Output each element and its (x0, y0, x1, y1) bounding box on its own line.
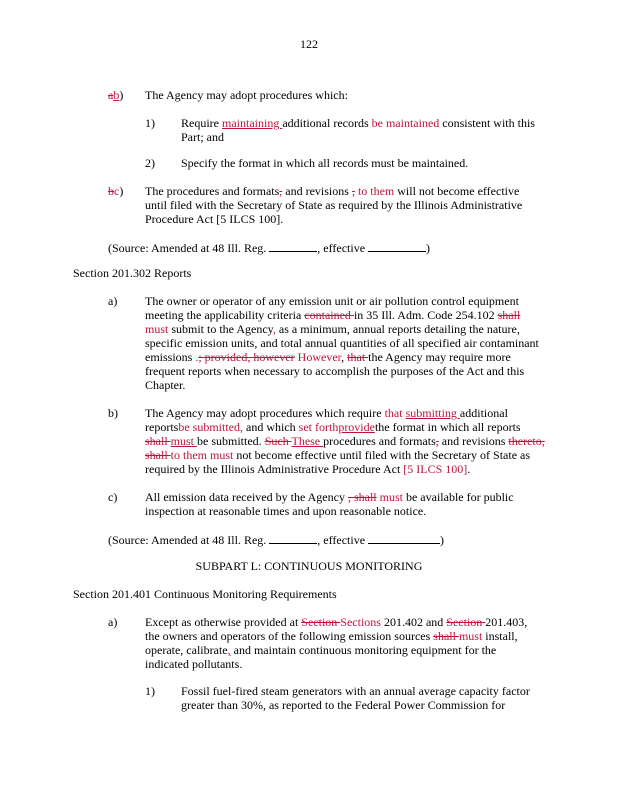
text: b) (108, 406, 118, 420)
deleted-text: , (279, 184, 283, 198)
text: consistent with this Part; and (181, 116, 535, 144)
item-label (145, 684, 155, 698)
blank-register (269, 533, 317, 544)
deleted-text: Such (264, 434, 292, 448)
text: in 35 Ill. Adm. Code 254.102 (353, 308, 498, 322)
item-label (145, 156, 155, 170)
item-text (181, 156, 545, 170)
deleted-text: , shall (347, 490, 377, 504)
section-heading-201-302: Section 201.302 Reports (73, 266, 192, 280)
deleted-text: , (435, 434, 439, 448)
source-middle: , effective (317, 533, 369, 547)
inserted-text: to them (354, 184, 395, 198)
item-text (145, 88, 545, 102)
item-label (108, 184, 123, 198)
inserted-text: maintaining (222, 116, 283, 130)
item-text (181, 116, 545, 144)
source-middle: , effective (317, 241, 369, 255)
text: will not become effective until filed with the Secretary of State as required by the Illinois Administrative Procedure Act [5 ILCS 100]. (145, 184, 523, 226)
text: and maintain continuous monitoring equipment for the indicated pollutants. (145, 643, 497, 671)
item-label (145, 116, 155, 130)
inserted-text: c (114, 184, 120, 198)
text: and revisions (282, 184, 352, 198)
text: . (467, 462, 471, 476)
text: The owner or operator of any emission unit or air pollution control equipment meeting the applicability criteria (145, 294, 519, 322)
inserted-text: must (376, 490, 403, 504)
inserted-text: be maintained (371, 116, 440, 130)
source-note (108, 533, 444, 547)
text: The procedures and formats (145, 184, 280, 198)
text: 1) (145, 684, 155, 698)
text: a) (108, 615, 118, 629)
inserted-text: . (195, 350, 199, 364)
text: 2) (145, 156, 155, 170)
inserted-text: [5 ILCS 100] (403, 462, 468, 476)
text: 201.402 and (380, 615, 447, 629)
source-prefix: (Source: Amended at 48 Ill. Reg. (108, 241, 270, 255)
item-label (108, 490, 117, 504)
inserted-text: set forth (298, 420, 339, 434)
inserted-text: must (145, 322, 169, 336)
inserted-text: submitting (405, 406, 460, 420)
text: install, operate, calibrate (145, 629, 518, 657)
inserted-text: , (227, 643, 231, 657)
source-suffix: ) (426, 241, 431, 255)
deleted-text: ; provided, however (198, 350, 295, 364)
deleted-text: thereto, shall (145, 434, 545, 462)
deleted-text: a (108, 88, 114, 102)
inserted-text: These (291, 434, 324, 448)
deleted-text: shall (433, 629, 459, 643)
item-text (145, 490, 530, 518)
blank-register (269, 241, 317, 252)
text: and which (243, 420, 299, 434)
text: 201.403, the owners and operators of the following emission sources (145, 615, 528, 643)
deleted-text: that (347, 350, 369, 364)
item-text (181, 684, 541, 712)
inserted-text: that (384, 406, 406, 420)
text: ) (119, 184, 124, 198)
text: All emission data received by the Agency (145, 490, 348, 504)
item-text (145, 615, 535, 671)
inserted-text: to them must (170, 448, 234, 462)
deleted-text: shall (145, 434, 171, 448)
text: Require (181, 116, 222, 130)
item-label (108, 88, 123, 102)
text: ) (119, 88, 124, 102)
deleted-text: contained (304, 308, 354, 322)
deleted-text: Section (301, 615, 341, 629)
text: The Agency may adopt procedures which require (145, 406, 385, 420)
item-text (145, 294, 543, 392)
inserted-text: However (294, 350, 342, 364)
text: 1) (145, 116, 155, 130)
text: additional records (282, 116, 372, 130)
text: , (341, 350, 348, 364)
text: Except as otherwise provided at (145, 615, 302, 629)
text: the format in which all reports (374, 420, 521, 434)
source-suffix: ) (440, 533, 445, 547)
source-note (108, 241, 430, 255)
subpart-heading: SUBPART L: CONTINUOUS MONITORING (195, 559, 423, 573)
text: the Agency may require more frequent reports when necessary to accomplish the purposes of the Act and this Chapter. (145, 350, 525, 392)
blank-effective (368, 533, 440, 544)
text: be available for public inspection at reasonable times and upon reasonable notice. (145, 490, 514, 518)
inserted-text: provide (338, 420, 375, 434)
inserted-text: must (170, 434, 198, 448)
text: The Agency may adopt procedures which: (145, 88, 348, 102)
page-number: 122 (300, 37, 318, 51)
inserted-text: Sections (340, 615, 381, 629)
inserted-text: b (113, 88, 120, 102)
text: Fossil fuel-fired steam generators with an annual average capacity factor greater than 30%, as reported to the Federal Power Commission for (181, 684, 530, 712)
item-text (145, 406, 545, 476)
item-label (108, 615, 117, 629)
inserted-text: must (458, 629, 483, 643)
source-prefix: (Source: Amended at 48 Ill. Reg. (108, 533, 270, 547)
deleted-text: Section (446, 615, 486, 629)
deleted-text: shall (497, 308, 521, 322)
text: be submitted. (197, 434, 265, 448)
section-heading-201-401: Section 201.401 Continuous Monitoring Requirements (73, 587, 337, 601)
text: a) (108, 294, 118, 308)
item-text (145, 184, 530, 226)
text: additional reports (145, 406, 508, 434)
text: submit to the Agency (168, 322, 273, 336)
item-label (108, 294, 117, 308)
blank-effective (368, 241, 426, 252)
inserted-text: , (272, 322, 276, 336)
deleted-text: b (108, 184, 114, 198)
text: Specify the format in which all records must be maintained. (181, 156, 469, 170)
text: as a minimum, annual reports detailing the nature, specific emission units, and total annual quantities of all specified air contaminant emissions (145, 322, 539, 364)
text: c) (108, 490, 118, 504)
text: not become effective until filed with the Secretary of State as required by the Illinois Administrative Procedure Act (145, 448, 531, 476)
text: and revisions (438, 434, 509, 448)
deleted-text: , (351, 184, 355, 198)
inserted-text: be submitted, (178, 420, 243, 434)
item-label (108, 406, 118, 420)
text: procedures and formats (323, 434, 436, 448)
